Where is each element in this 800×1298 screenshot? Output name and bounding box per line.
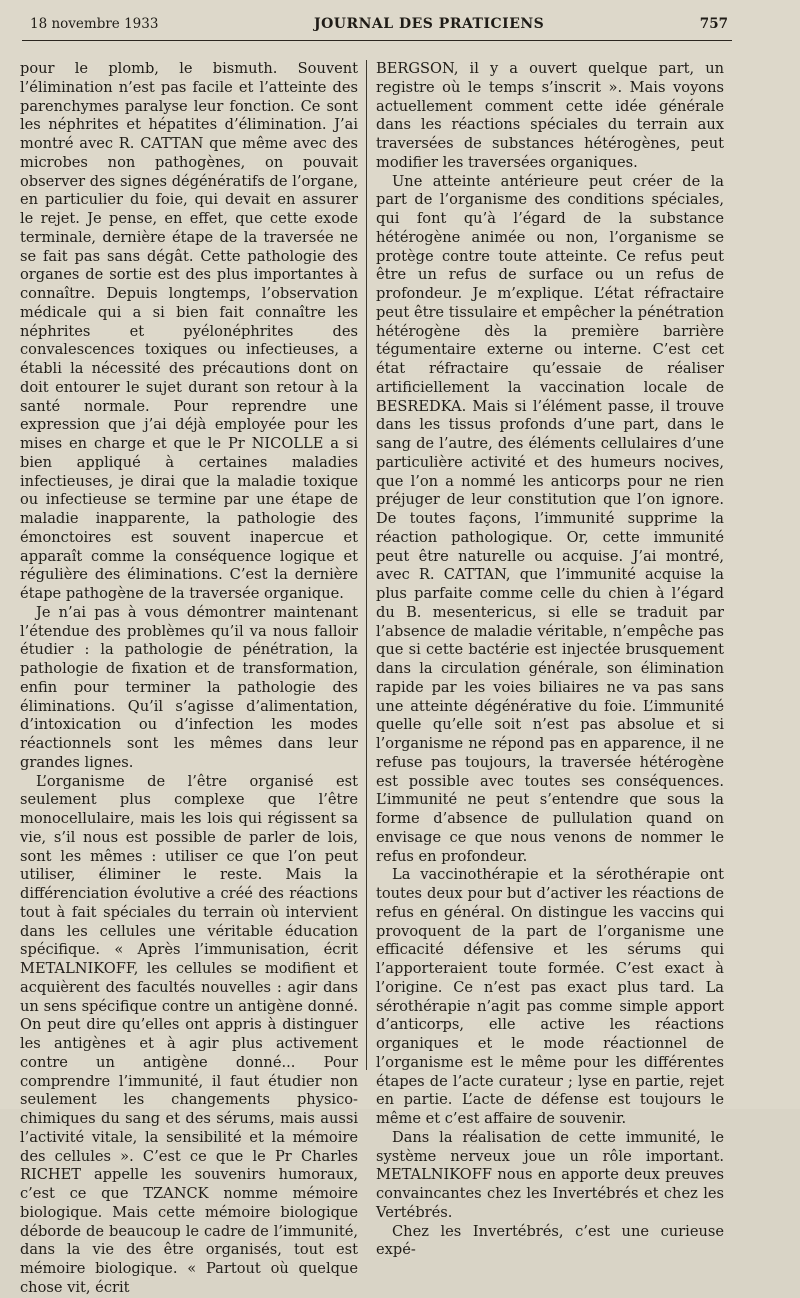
column-divider (366, 60, 367, 1070)
right-column (376, 60, 724, 1260)
page-number: 757 (699, 16, 728, 32)
journal-title: JOURNAL DES PRATICIENS (313, 16, 545, 32)
header-date: 18 novembre 1933 (30, 16, 159, 32)
paragraph: Je n’ai pas à vous démontrer maintenant l’étendue des problèmes qu’il va nous falloir étudier : la pathologie de pénétration, la pathologie de fixation et de transformation, enfin pour terminer la pathologie des éliminations. Qu’il s’agisse d’alimentation, d’intoxication ou d’infection les modes réactionnels sont les mêmes dans leur grandes lignes. (20, 603, 358, 771)
paragraph: BERGSON, il y a ouvert quelque part, un registre où le temps s’inscrit ». Mais voyons actuellement comment cette idée générale dans les réactions spéciales du terrain aux traversées de substances hétérogènes, peut modifier les traversées organiques. (376, 60, 724, 171)
left-column (20, 60, 358, 1298)
header-rule (22, 40, 732, 41)
paragraph: Chez les Invertébrés, c’est une curieuse expé- (376, 1222, 724, 1259)
paragraph: pour le plomb, le bismuth. Souvent l’élimination n’est pas facile et l’atteinte des parenchymes paralyse leur fonction. Ce sont les néphrites et hépatites d’élimination. J’ai montré avec R. CATTAN que même avec des microbes non pathogènes, on pouvait observer des signes dégénératifs de l’organe, en particulier du foie, qui devait en assurer le rejet. Je pense, en effet, que cette exode terminale, dernière étape de la traversée ne se fait pas sans dégât. Cette pathologie des organes de sortie est des plus importantes à connaître. Depuis longtemps, l’observation médicale qui a si bien fait connaître les néphrites et pyélonéphrites des convalescences toxiques ou infectieuses, a établi la nécessité des précautions dont on doit entourer le sujet durant son retour à la santé normale. Pour reprendre une expression que j’ai déjà employée pour les mises en charge et que le Pr NICOLLE a si bien appliqué à certaines maladies infectieuses, je dirai que la maladie toxique ou infectieuse se termine par une étape de maladie inapparente, la pathologie des émonctoires est souvent inapercue et apparaît comme la conséquence logique et régulière des éliminations. C’est la dernière étape pathogène de la traversée organique. (20, 60, 358, 602)
paragraph: Dans la réalisation de cette immunité, le système nerveux joue un rôle important. METALNIKOFF nous en apporte deux preuves convaincantes chez les Invertébrés et chez les Vertébrés. (376, 1128, 724, 1221)
running-header (30, 16, 728, 40)
paragraph: La vaccinothérapie et la sérothérapie ont toutes deux pour but d’activer les réactions de refus en général. On distingue les vaccins qui provoquent de la part de l’organisme une efficacité défensive et les sérums qui l’apporteraient toute formée. C’est exact à l’origine. Ce n’est pas exact plus tard. La sérothérapie n’agit pas comme simple apport d’anticorps, elle active les réactions organiques et le mode réactionnel de l’organisme est le même pour les différentes étapes de l’acte curateur ; lyse en partie, rejet en partie. L’acte de défense est toujours le même et c’est affaire de souvenir. (376, 866, 724, 1127)
paragraph: Une atteinte antérieure peut créer de la part de l’organisme des conditions spéciales, qui font qu’à l’égard de la substance hétérogène animée ou non, l’organisme se protège contre toute atteinte. Ce refus peut être un refus de surface ou un refus de profondeur. Je m’explique. L’état réfractaire peut être tissulaire et empêcher la pénétration hétérogène dès la première barrière tégumentaire externe ou interne. C’est cet état réfractaire qu’essaie de réaliser artificiellement la vaccination locale de BESREDKA. Mais si l’élément passe, il trouve dans les tissus profonds d’une part, dans le sang de l’autre, des éléments cellulaires d’une particulière activité et des humeurs nocives, que l’on a nommé les anticorps pour ne rien préjuger de leur constitution que l’on ignore. De toutes façons, l’immunité supprime la réaction pathologique. Or, cette immunité peut être naturelle ou acquise. J’ai montré, avec R. CATTAN, que l’immunité acquise la plus parfaite comme celle du chien à l’égard du B. mesentericus, si elle se traduit par l’absence de maladie véritable, n’empêche pas que si cette bactérie est injectée brusquement dans la circulation générale, son élimination rapide par les voies biliaires ne va pas sans une atteinte dégénérative du foie. L’immunité quelle qu’elle soit n’est pas absolue et si l’organisme ne répond pas en apparence, il ne refuse pas toujours, la traversée hétérogène est possible avec toutes ses conséquences. L’immunité ne peut s’entendre que sous la forme d’absence de pullulation quand on envisage ce que nous venons de nommer le refus en profondeur. (376, 172, 724, 865)
paragraph: L’organisme de l’être organisé est seulement plus complexe que l’être monocellulaire, mais les lois qui régissent sa vie, s’il nous est possible de parler de lois, sont les mêmes : utiliser ce que l’on peut utiliser, éliminer le reste. Mais la différenciation évolutive a créé des réactions tout à fait spéciales du terrain où intervient dans les cellules une véritable éducation spécifique. « Après l’immunisation, écrit METALNIKOFF, les cellules se modifient et acquièrent des facultés nouvelles : agir dans un sens spécifique contre un antigène donné. On peut dire qu’elles ont appris à distinguer les antigènes et à agir plus activement contre un antigène donné... Pour comprendre l’immunité, il faut étudier non seulement les changements physico-chimiques du sang et des sérums, mais aussi l’activité vitale, la sensibilité et la mémoire des cellules ». C’est ce que le Pr Charles RICHET appelle les souvenirs humoraux, c’est ce que TZANCK nomme mémoire biologique. Mais cette mémoire biologique déborde de beaucoup le cadre de l’immunité, dans la vie des être organisés, tout est mémoire biologique. « Partout où quelque chose vit, écrit (20, 772, 358, 1296)
